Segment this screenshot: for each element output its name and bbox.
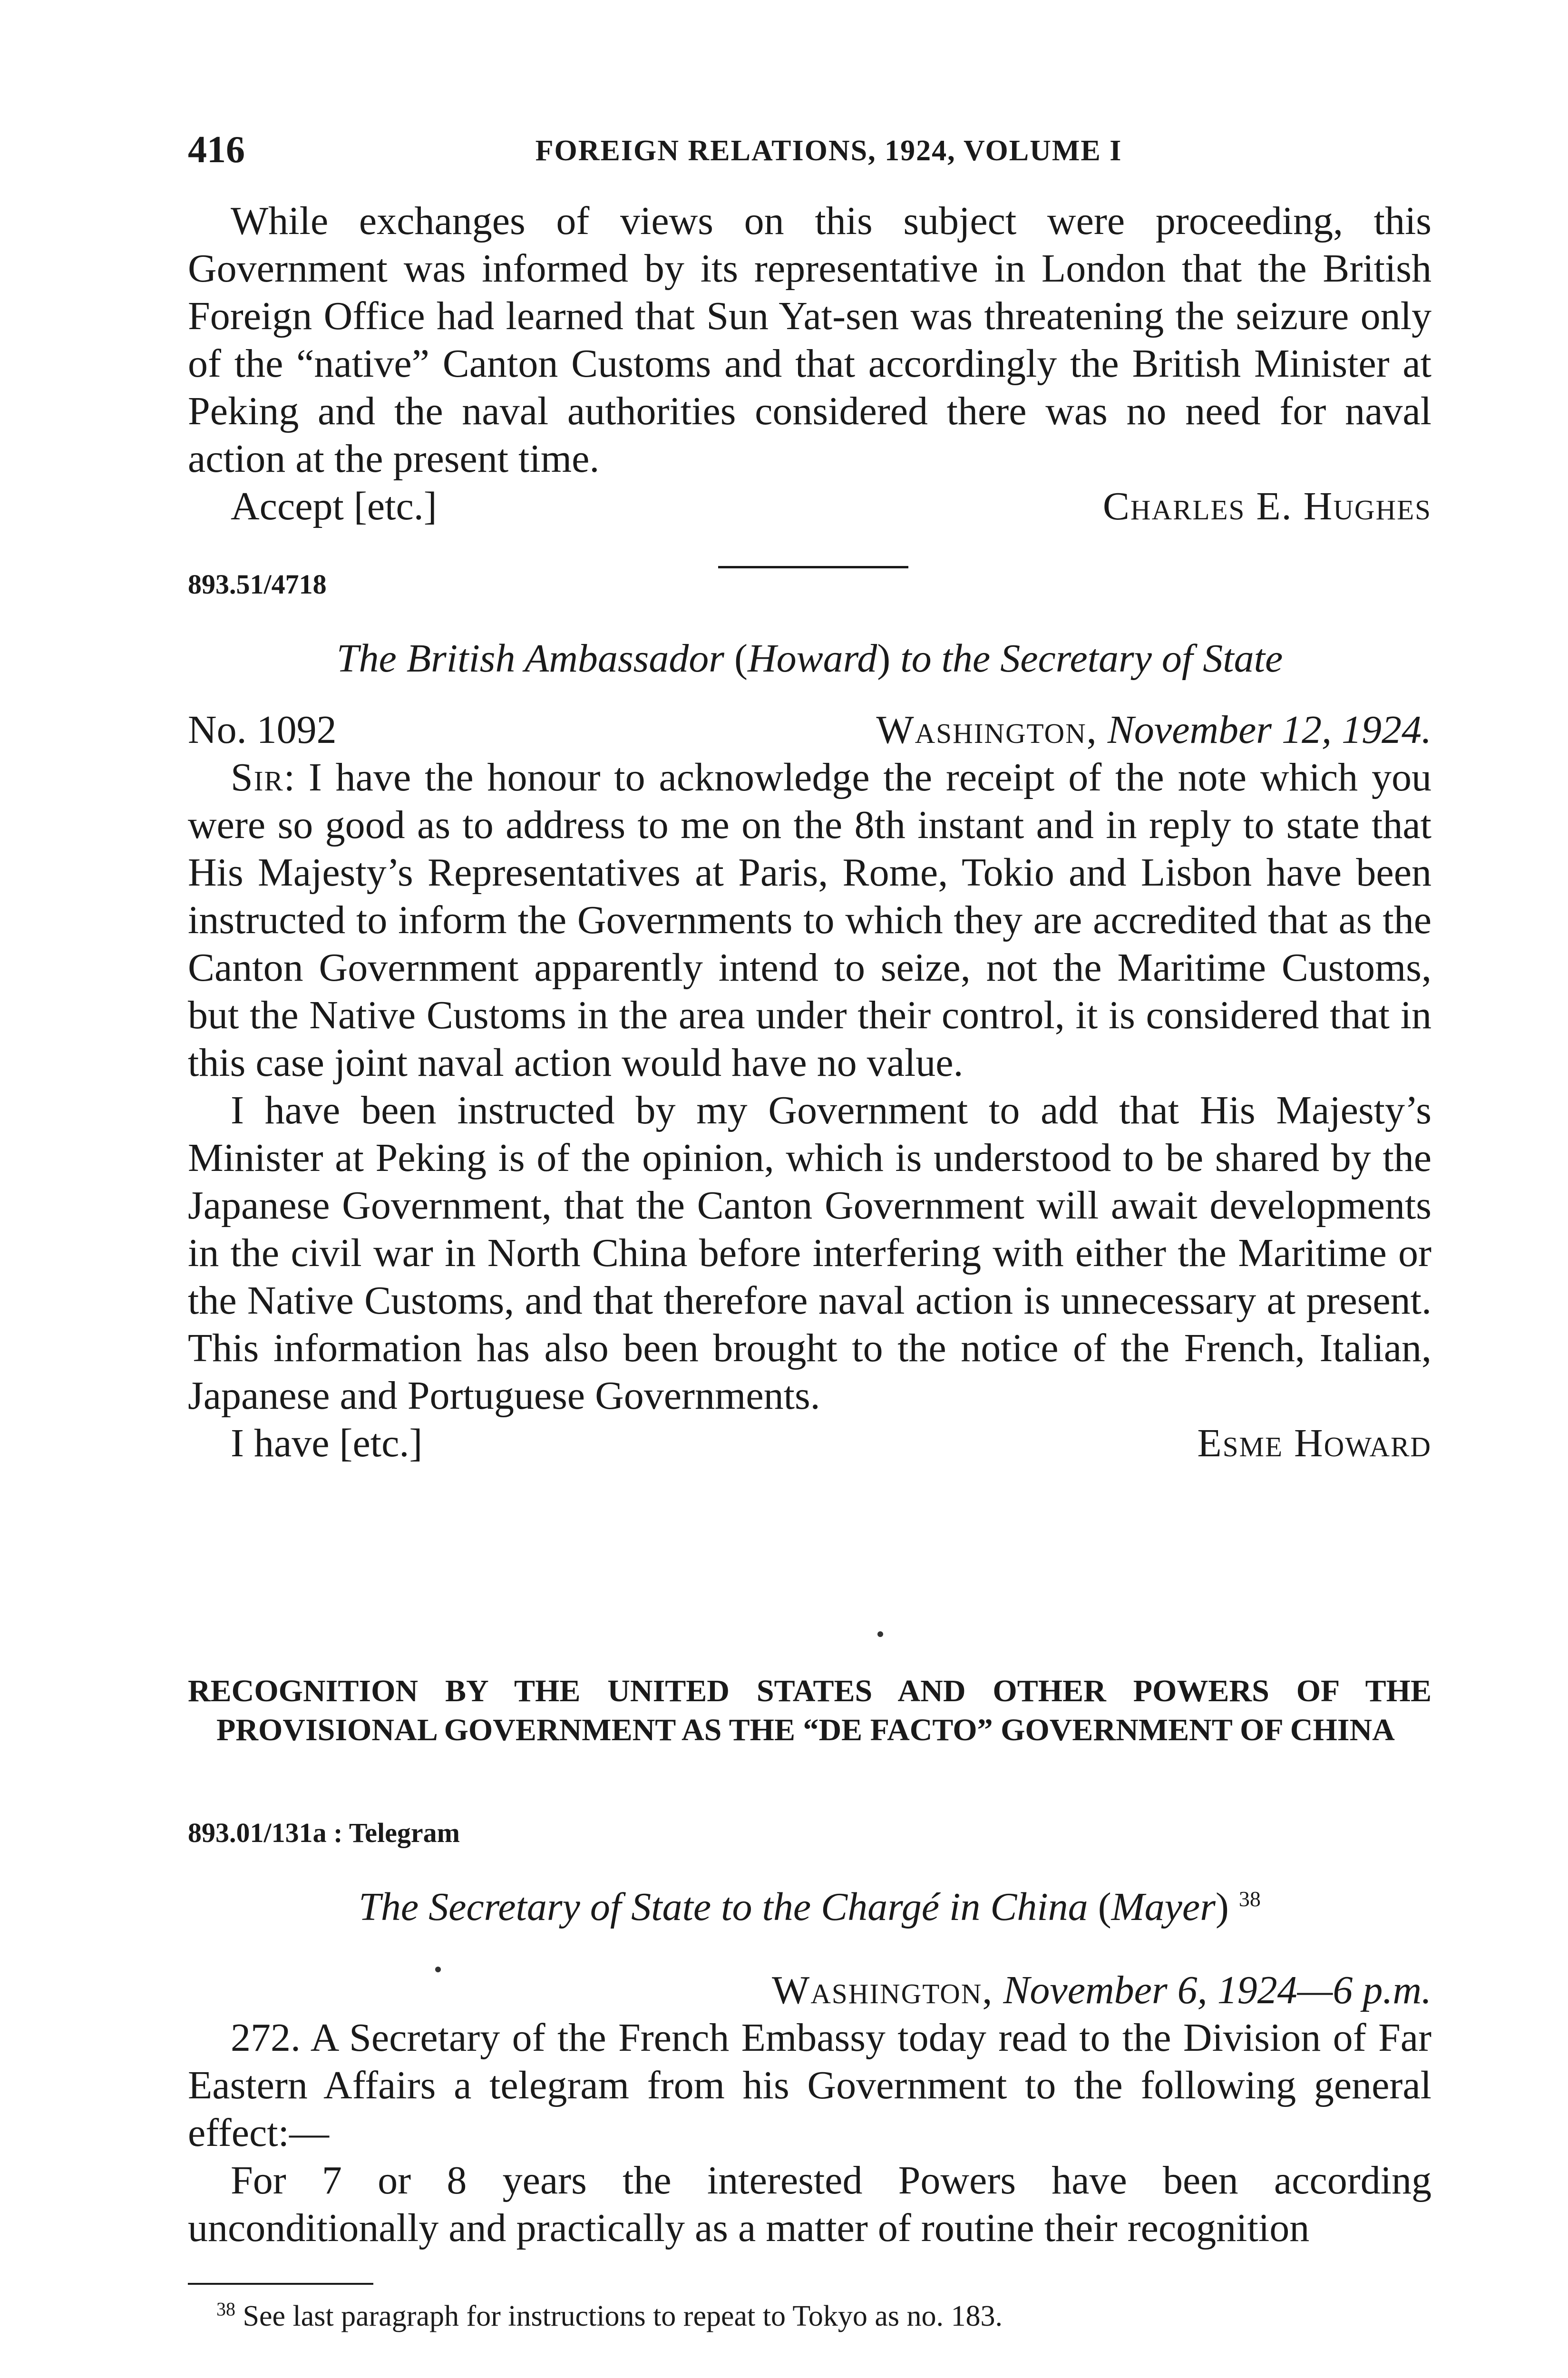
document-body: [188, 706, 1432, 1467]
title-name: Mayer: [1111, 1885, 1216, 1929]
signature: Esme Howard: [1197, 1421, 1432, 1465]
document-title: [188, 1883, 1432, 1931]
dateline: [188, 706, 1432, 754]
title-part: The Secretary of State to the Chargé in China: [359, 1885, 1088, 1929]
paragraph-text: : I have the honour to acknowledge the receipt of the note which you were so good as to address to me on the 8th instant and in reply to state that His Majesty’s Representatives at Paris, Rome, Tokio and Lisbon have been instructed to inform the Governments to which they are accredited that as the Canton Government apparently intend to seize, not the Maritime Customs, but the Native Customs in the area under their control, it is considered that in this case joint naval action would have no value.: [188, 755, 1432, 1085]
footnote-rule: [188, 2283, 373, 2285]
place-date: [772, 1967, 1432, 2014]
section-heading: RECOGNITION BY THE UNITED STATES AND OTHER POWERS OF THE PROVISIONAL GOVERNMENT AS THE “DE FACTO” GOVERNMENT OF CHINA: [188, 1674, 1432, 1747]
title-part: to the Secretary of State: [890, 636, 1283, 681]
closing: Accept [etc.]: [231, 484, 437, 528]
title-paren: ): [1215, 1885, 1229, 1929]
paragraph: While exchanges of views on this subject were proceeding, this Government was informed by its representative in London that the British Foreign Office had learned that Sun Yat-sen was threatening the seizure only of the “native” Canton Customs and that accordingly the British Minister at Peking and the naval authorities considered there was no need for naval action at the present time.: [188, 199, 1432, 481]
footnote-number: 38: [216, 2298, 235, 2320]
closing-row: [188, 483, 1432, 530]
title-paren: (: [1088, 1885, 1111, 1929]
signature: Charles E. Hughes: [1102, 484, 1432, 528]
place-date: [876, 706, 1432, 754]
page-number: 416: [188, 129, 245, 171]
document-number: No. 1092: [188, 708, 337, 752]
document-body: [188, 1967, 1432, 2252]
title-part: The British Ambassador: [336, 636, 724, 681]
salutation: Sir: [231, 755, 284, 799]
page-header: [188, 128, 1432, 176]
paragraph: For 7 or 8 years the interested Powers have been according unconditionally and practically as a matter of routine their recognition: [188, 2158, 1432, 2250]
document-british-ambassador: [188, 568, 1432, 600]
paragraph: [188, 754, 1432, 1087]
dateline: [188, 1967, 1432, 2014]
title-name: Howard: [747, 636, 877, 681]
footnote-text: See last paragraph for instructions to repeat to Tokyo as no. 183.: [235, 2300, 1003, 2332]
previous-document-tail: [188, 197, 1432, 530]
place: Washington,: [876, 708, 1098, 752]
closing: I have [etc.]: [231, 1421, 423, 1465]
closing-row: [188, 1420, 1432, 1467]
running-head: FOREIGN RELATIONS, 1924, VOLUME I: [535, 135, 1122, 167]
doc-title: [188, 635, 1432, 682]
date: November 12, 1924.: [1097, 708, 1432, 752]
paragraph: 272. A Secretary of the French Embassy today read to the Division of Far Eastern Affairs a telegram from his Government to the following general effect:—: [188, 2016, 1432, 2155]
stray-mark: [877, 1631, 883, 1637]
place: Washington,: [772, 1968, 993, 2012]
footnote-block: [188, 2297, 1432, 2335]
document-title: [188, 635, 1432, 682]
document-secretary-of-state: [188, 1817, 1432, 1849]
date: November 6, 1924—6 p.m.: [993, 1968, 1432, 2012]
title-paren: ): [877, 636, 891, 681]
file-reference: 893.51/4718: [188, 569, 327, 600]
footnote: [188, 2297, 1432, 2335]
footnote-marker: 38: [1238, 1887, 1261, 1911]
paragraph: I have been instructed by my Government to add that His Majesty’s Minister at Peking is of the opinion, which is understood to be shared by the Japanese Government, that the Canton Government will await developments in the civil war in North China before interfering with either the Maritime or the Native Customs, and that therefore naval action is unnecessary at present. This information has also been brought to the notice of the French, Italian, Japanese and Portuguese Governments.: [188, 1088, 1432, 1418]
doc-title: [188, 1883, 1432, 1931]
section-heading-block: [188, 1672, 1432, 1750]
title-paren: (: [724, 636, 748, 681]
file-reference: 893.01/131a : Telegram: [188, 1817, 460, 1848]
